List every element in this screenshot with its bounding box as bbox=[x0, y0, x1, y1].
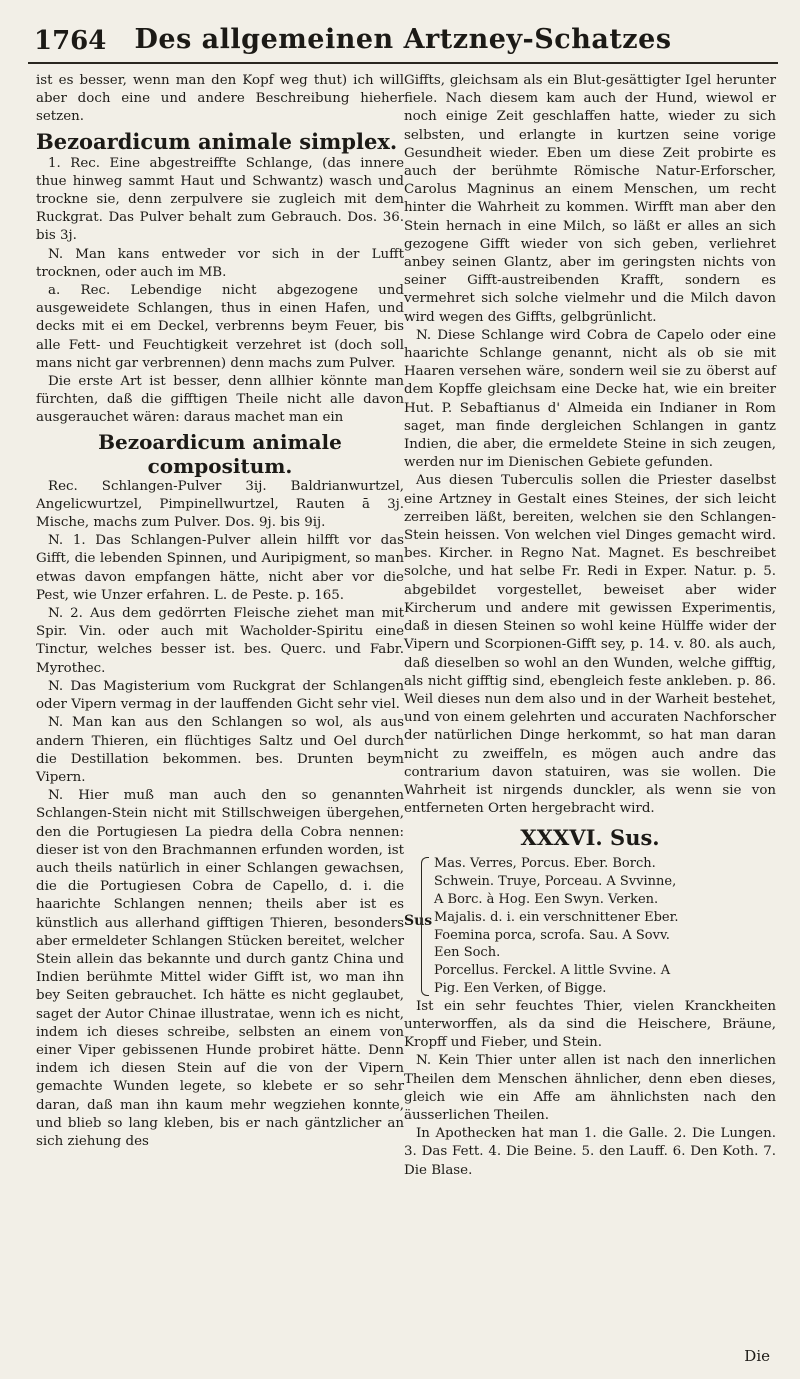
section-heading: XXXVI. Sus. bbox=[520, 825, 660, 851]
page-year: 1764 bbox=[34, 26, 107, 56]
synonym-line: Pig. Een Verken, of Bigge. bbox=[434, 980, 607, 996]
note-5: N. Man kan aus den Schlangen so wol, als aus andern Thieren, ein flüchtiges Saltz und Oel durch die Destillation bekommen. bes. Drunten beym Vipern. bbox=[36, 715, 404, 785]
note-2: N. 1. Das Schlangen-Pulver allein hilfft vor das Gifft, die lebenden Spinnen, und Auripigment, so man etwas davon empfangen hätte, nicht aber vor die Pest, wie Unzer erfahren. L. de Peste. p. 165. bbox=[36, 533, 404, 603]
note-4: N. Das Magisterium vom Ruckgrat der Schlangen oder Vipern vermag in der lauffenden Gicht sehr viel. bbox=[36, 678, 404, 713]
synonym-line: Majalis. d. i. ein verschnittener Eber. bbox=[434, 909, 679, 925]
note-3: N. 2. Aus dem gedörrten Fleische ziehet man mit Spir. Vin. oder auch mit Wacholder-Spiritu eine Tinctur, welches besser ist. bes. Querc. und Fabr. Myrothec. bbox=[36, 606, 404, 676]
synonym-label: Sus bbox=[404, 913, 433, 930]
header-rule bbox=[28, 62, 778, 64]
para-apothecken: In Apothecken hat man 1. die Galle. 2. Die Lungen. 3. Das Fett. 4. Die Beine. 5. den Lauff. 6. Den Koth. 7. Die Blase. bbox=[404, 1126, 776, 1178]
synonym-line: Een Soch. bbox=[434, 945, 501, 961]
running-title: Des allgemeinen Artzney-Schatzes bbox=[134, 24, 672, 55]
synonym-line: Schwein. Truye, Porceau. A Svvinne, bbox=[434, 874, 677, 890]
brace bbox=[421, 857, 429, 995]
intro-text: ist es besser, wenn man den Kopf weg thut) ich will aber doch eine und andere Beschreibung hieher setzen. bbox=[36, 73, 404, 125]
para-anatomy: N. Kein Thier unter allen ist nach den innerlichen Theilen dem Menschen ähnlicher, denn eben dieses, gleich wie ein Affe am ähnlichsten nach den äusserlichen Theilen. bbox=[404, 1053, 776, 1123]
recipe-2: a. Rec. Lebendige nicht abgezogene und ausgeweidete Schlangen, thus in einen Hafen, und decks mit ei em Deckel, verbrenns beym Feuer, bis alle Fett- und Feuchtigkeit verzehret ist (doch soll mans nicht gar verbrennen) denn machs zum Pulver. bbox=[36, 283, 404, 371]
right-column bbox=[404, 72, 776, 1180]
recipe-3: Rec. Schlangen-Pulver 3ij. Baldrianwurtzel, Angelicwurtzel, Pimpinellwurtzel, Rauten ā 3j. Mische, machs zum Pulver. Dos. 9j. bis 9ij. bbox=[36, 478, 404, 531]
synonym-line: Foemina porca, scrofa. Sau. A Sovv. bbox=[434, 927, 670, 943]
para-gifft: Giffts, gleichsam als ein Blut-gesättigter Igel herunter fiele. Nach diesem kam auch der Hund, wiewol er noch einige Zeit geschlaffen hatte, wieder zu sich selbsten, und erlangte in kurtzen seine vorige Gesundheit wieder. Eben um diese Zeit probirte es auch der berühmte Römische Natur-Erforscher, Carolus Magninus an einem Menschen, um recht hinter die Wahrheit zu kommen. Wirfft man aber den Stein hernach in eine Milch, so läßt er alles an sich gezogene Gifft wieder von sich geben, verliehret anbey seinen Glantz, aber im geringsten nichts von seiner Gifft-austreibenden Krafft, sondern es vermehret sich solche vielmehr und die Milch davon wird wegen des Giffts, gelbgrünlicht. bbox=[404, 73, 776, 325]
heading-simplex: Bezoardicum animale simplex. bbox=[36, 128, 398, 154]
synonym-line: Porcellus. Ferckel. A little Svvine. A bbox=[434, 963, 671, 979]
catchword: Die bbox=[744, 1347, 770, 1365]
recipe-2-continued: Die erste Art ist besser, denn allhier könnte man fürchten, daß die gifftigen Theile nicht alle davon ausgerauchet wären: daraus machet man ein bbox=[36, 374, 404, 426]
note-1: N. Man kans entweder vor sich in der Lufft trocknen, oder auch im MB. bbox=[36, 246, 404, 280]
para-cobra: N. Diese Schlange wird Cobra de Capelo oder eine haarichte Schlange genannt, nicht als ob sie mit Haaren versehen wäre, sondern weil sie zu öberst auf dem Kopffe gleichsam eine Decke hat, wie ein breiter Hut. P. Sebaftianus d' Almeida ein Indianer in Rom saget, man finde dergleichen Schlangen in gantz Indien, die aber, die ermeldete Steine in sich zeugen, werden nur im Dienischen Gebiete gefunden. bbox=[404, 327, 776, 471]
heading-compositum: Bezoardicum animale compositum. bbox=[98, 429, 342, 478]
left-column bbox=[36, 72, 404, 1151]
para-tuberculis: Aus diesen Tuberculis sollen die Priester daselbst eine Artzney in Gestalt eines Steines, der sich leicht zerreiben läßt, bereiten, welchen sie den Schlangen-Stein heissen. Von welchen viel Dinges gemacht wird. bes. Kircher. in Regno Nat. Magnet. Es beschreibet solche, und hat selbe Fr. Redi in Exper. Natur. p. 5. abgebildet vorgestellet, beweiset aber wider Kircherum und andere mit gewissen Experimentis, daß in diesen Steinen so wohl keine Hülffe wider der Vipern und Scorpionen-Gifft sey, p. 14. v. 80. als auch, daß dieselben so wohl an den Wunden, welche gifftig, als nicht gifftig sind, ebengleich feste ankleben. p. 86. Weil dieses nun dem also und in der Warheit bestehet, und von einem gelehrten und accuraten Nachforscher der natürlichen Dinge herkommt, so hat man daran nicht zu zweiffeln, es mögen auch andre das contrarium davon statuiren, was sie wollen. Die Wahrheit ist nirgends dunckler, als wenn sie von entferneten Orten hergebracht wird. bbox=[404, 473, 776, 817]
synonym-block bbox=[404, 855, 776, 997]
synonym-line: Mas. Verres, Porcus. Eber. Borch. bbox=[434, 856, 656, 872]
para-thier: Ist ein sehr feuchtes Thier, vielen Kranckheiten unterworffen, als da sind die Heischere, Bräune, Kropff und Fieber, und Stein. bbox=[404, 998, 776, 1051]
running-header bbox=[28, 22, 778, 64]
recipe-1: 1. Rec. Eine abgestreiffte Schlange, (das innere thue hinweg sammt Haut und Schwantz) wasch und trockne sie, denn zerpulvere sie zugleich mit dem Ruckgrat. Das Pulver behalt zum Gebrauch. Dos. 36. bis 3j. bbox=[36, 155, 404, 244]
synonym-line: A Borc. à Hog. Een Swyn. Verken. bbox=[434, 891, 659, 907]
note-6: N. Hier muß man auch den so genannten Schlangen-Stein nicht mit Stillschweigen übergehen, den die Portugiesen La piedra della Cobra nennen: dieser ist von den Brachmannen erfunden worden, ist auch theils natürlich in einer Schlangen gewachsen, die die Portugiesen Cobra de Capello, d. i. die haarichte Schlangen nennen; theils aber ist es künstlich aus allerhand gifftigen Thieren, besonders aber ermeldeter Schlangen Stücken bereitet, welcher Stein allein das bekannte und durch gantz China und Indien berühmte Mittel wider Gifft ist, wo man ihn bey Seiten gebrauchet. Ich hätte es nicht geglaubet, saget der Autor Chinae illustratae, wenn ich es nicht, indem ich dieses schreibe, selbsten an einem von einer Viper gebissenen Hunde probiret hätte. Denn indem ich diesen Stein auf die von der Vipern gemachte Wunden legete, so klebete er so sehr daran, daß man ihn kaum mehr wegziehen konnte, und blieb so lang kleben, bis er nach gäntzlicher an sich ziehung des bbox=[36, 788, 404, 1149]
